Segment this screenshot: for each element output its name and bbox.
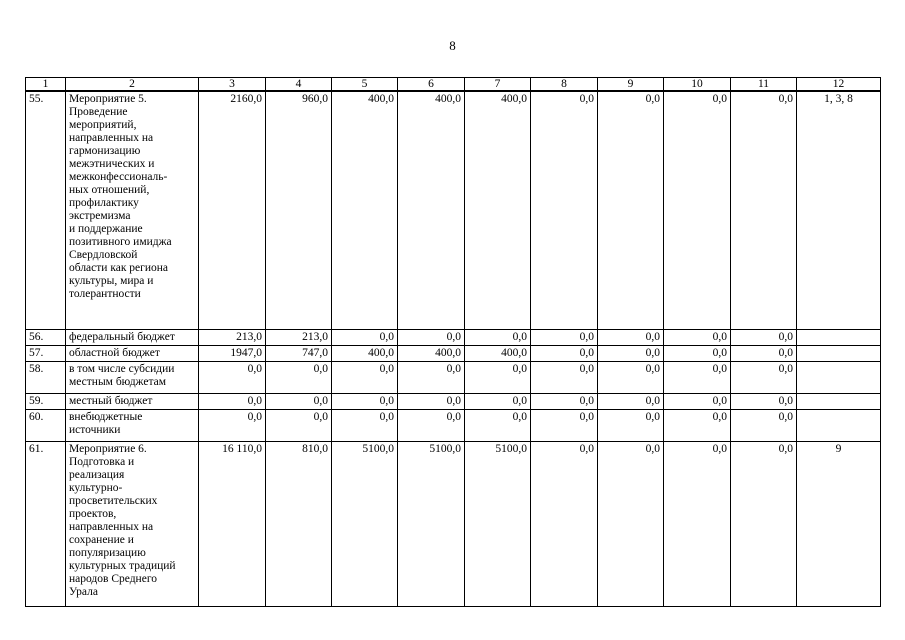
table-row — [26, 442, 881, 607]
value-cell: 0,0 — [332, 362, 398, 394]
value-cell: 0,0 — [731, 362, 797, 394]
value-cell: 0,0 — [598, 91, 664, 330]
value-cell: 0,0 — [531, 91, 598, 330]
value-cell: 0,0 — [731, 394, 797, 410]
value-cell: 0,0 — [598, 330, 664, 346]
target-reference — [797, 362, 881, 394]
value-cell: 0,0 — [531, 442, 598, 607]
value-cell: 0,0 — [266, 394, 332, 410]
column-header: 2 — [66, 78, 199, 92]
value-cell: 0,0 — [465, 362, 531, 394]
column-header: 1 — [26, 78, 66, 92]
value-cell: 400,0 — [332, 91, 398, 330]
value-cell: 0,0 — [199, 410, 266, 442]
row-number: 55. — [26, 91, 66, 330]
value-cell: 0,0 — [465, 330, 531, 346]
value-cell: 0,0 — [731, 91, 797, 330]
row-name: Мероприятие 5. Проведение мероприятий, направленных на гармонизацию межэтнических и межконфессиональ- ных отношений, профилактику экстремизма и поддержание позитивного имиджа Свердловской области как региона культуры, мира и толерантности — [66, 91, 199, 330]
value-cell: 400,0 — [332, 346, 398, 362]
value-cell: 0,0 — [731, 442, 797, 607]
value-cell: 0,0 — [598, 410, 664, 442]
column-header: 3 — [199, 78, 266, 92]
row-number: 59. — [26, 394, 66, 410]
row-number: 60. — [26, 410, 66, 442]
column-header: 5 — [332, 78, 398, 92]
value-cell: 0,0 — [598, 394, 664, 410]
value-cell: 0,0 — [664, 346, 731, 362]
target-reference — [797, 394, 881, 410]
value-cell: 0,0 — [664, 394, 731, 410]
value-cell: 0,0 — [731, 330, 797, 346]
budget-table — [25, 77, 881, 607]
value-cell: 0,0 — [531, 362, 598, 394]
table-row — [26, 91, 881, 330]
column-header: 9 — [598, 78, 664, 92]
value-cell: 0,0 — [598, 442, 664, 607]
value-cell: 0,0 — [398, 362, 465, 394]
table-row — [26, 394, 881, 410]
row-name: местный бюджет — [66, 394, 199, 410]
column-header: 12 — [797, 78, 881, 92]
column-header: 7 — [465, 78, 531, 92]
value-cell: 2160,0 — [199, 91, 266, 330]
target-reference: 1, 3, 8 — [797, 91, 881, 330]
value-cell: 0,0 — [598, 362, 664, 394]
value-cell: 0,0 — [531, 330, 598, 346]
value-cell: 400,0 — [465, 91, 531, 330]
value-cell: 0,0 — [531, 394, 598, 410]
value-cell: 16 110,0 — [199, 442, 266, 607]
table-header-row — [26, 78, 881, 92]
value-cell: 0,0 — [199, 394, 266, 410]
column-header: 8 — [531, 78, 598, 92]
value-cell: 0,0 — [332, 410, 398, 442]
column-header: 11 — [731, 78, 797, 92]
target-reference — [797, 410, 881, 442]
value-cell: 747,0 — [266, 346, 332, 362]
column-header: 4 — [266, 78, 332, 92]
value-cell: 0,0 — [731, 410, 797, 442]
value-cell: 213,0 — [266, 330, 332, 346]
value-cell: 0,0 — [531, 410, 598, 442]
value-cell: 5100,0 — [332, 442, 398, 607]
table-row — [26, 346, 881, 362]
value-cell: 0,0 — [664, 410, 731, 442]
value-cell: 0,0 — [465, 410, 531, 442]
value-cell: 0,0 — [731, 346, 797, 362]
table-row — [26, 362, 881, 394]
value-cell: 0,0 — [664, 330, 731, 346]
value-cell: 0,0 — [664, 91, 731, 330]
row-number: 56. — [26, 330, 66, 346]
value-cell: 0,0 — [332, 394, 398, 410]
value-cell: 0,0 — [266, 362, 332, 394]
value-cell: 0,0 — [664, 442, 731, 607]
value-cell: 0,0 — [398, 410, 465, 442]
value-cell: 0,0 — [598, 346, 664, 362]
value-cell: 0,0 — [398, 394, 465, 410]
value-cell: 1947,0 — [199, 346, 266, 362]
value-cell: 0,0 — [266, 410, 332, 442]
value-cell: 213,0 — [199, 330, 266, 346]
value-cell: 0,0 — [332, 330, 398, 346]
row-name: областной бюджет — [66, 346, 199, 362]
value-cell: 5100,0 — [398, 442, 465, 607]
value-cell: 0,0 — [664, 362, 731, 394]
value-cell: 0,0 — [398, 330, 465, 346]
row-name: внебюджетные источники — [66, 410, 199, 442]
row-name: Мероприятие 6. Подготовка и реализация культурно- просветительских проектов, направленных на сохранение и популяризацию культурных традиций народов Среднего Урала — [66, 442, 199, 607]
row-name: федеральный бюджет — [66, 330, 199, 346]
value-cell: 400,0 — [398, 346, 465, 362]
row-number: 57. — [26, 346, 66, 362]
value-cell: 810,0 — [266, 442, 332, 607]
column-header: 10 — [664, 78, 731, 92]
page-number: 8 — [449, 38, 456, 53]
column-header: 6 — [398, 78, 465, 92]
row-number: 61. — [26, 442, 66, 607]
value-cell: 960,0 — [266, 91, 332, 330]
value-cell: 0,0 — [531, 346, 598, 362]
table-row — [26, 330, 881, 346]
target-reference — [797, 330, 881, 346]
value-cell: 5100,0 — [465, 442, 531, 607]
value-cell: 0,0 — [199, 362, 266, 394]
table-row — [26, 410, 881, 442]
row-name: в том числе субсидии местным бюджетам — [66, 362, 199, 394]
value-cell: 400,0 — [398, 91, 465, 330]
target-reference: 9 — [797, 442, 881, 607]
value-cell: 400,0 — [465, 346, 531, 362]
target-reference — [797, 346, 881, 362]
value-cell: 0,0 — [465, 394, 531, 410]
row-number: 58. — [26, 362, 66, 394]
